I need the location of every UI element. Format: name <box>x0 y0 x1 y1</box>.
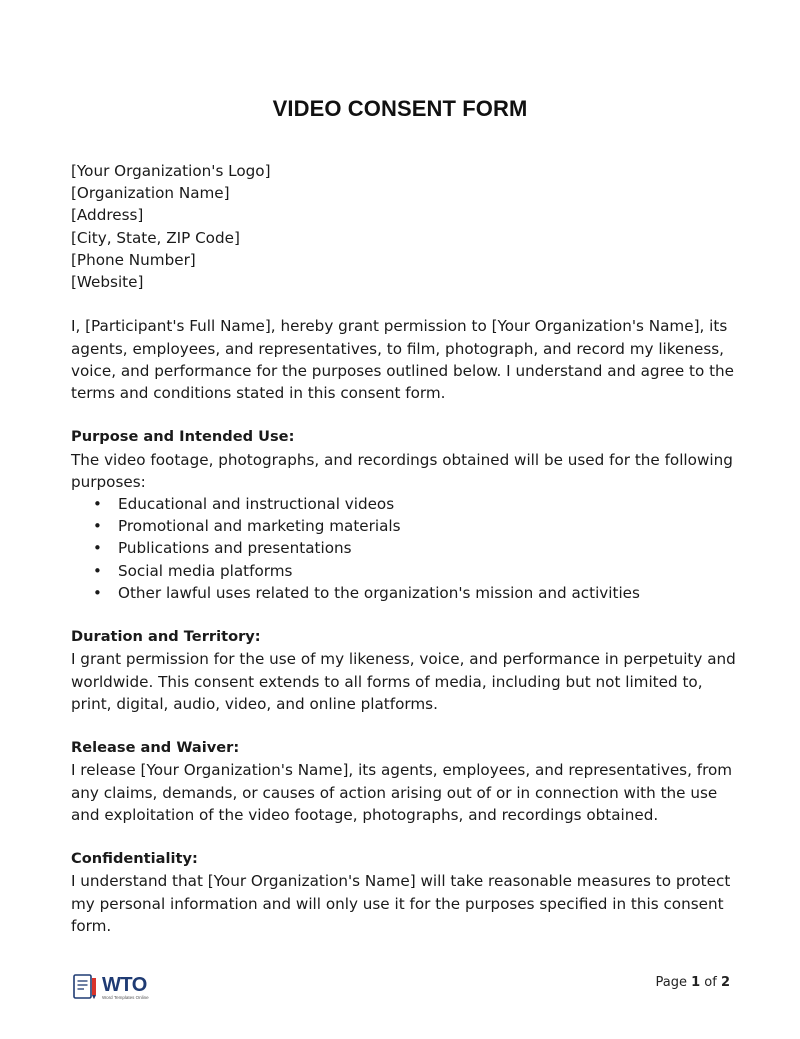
section-heading: Duration and Territory: <box>71 628 261 646</box>
bullet-icon: • <box>93 583 102 602</box>
purpose-list <box>71 493 741 604</box>
bullet-icon: • <box>93 561 102 580</box>
header-line: [City, State, ZIP Code] <box>71 228 240 247</box>
section-heading: Release and Waiver: <box>71 739 240 757</box>
header-line: [Address] <box>71 206 144 225</box>
header-line: [Your Organization's Logo] <box>71 162 271 180</box>
section-text: The video footage, photographs, and recordings obtained will be used for the following purposes: <box>71 450 733 491</box>
bullet-icon: • <box>93 495 102 514</box>
section-text: I understand that [Your Organization's Name] will take reasonable measures to protect my personal information and will only use it for the purposes specified in this consent form. <box>71 872 731 935</box>
header-line: [Organization Name] <box>71 184 230 203</box>
document-icon <box>71 972 101 1004</box>
document-title: VIDEO CONSENT FORM <box>272 96 528 121</box>
organization-header <box>71 160 741 293</box>
purpose-section <box>71 426 741 604</box>
header-line: [Website] <box>71 273 144 292</box>
logo-subtext: Word Templates Online <box>102 995 149 1000</box>
bullet-icon: • <box>93 539 102 558</box>
bullet-icon: • <box>93 517 102 536</box>
header-line: [Phone Number] <box>71 250 196 269</box>
section-heading: Confidentiality: <box>71 850 198 868</box>
section-text: I release [Your Organization's Name], its agents, employees, and representatives, from any claims, demands, or causes of action arising out of or in connection with the use and exploitation of the video footage, photographs, and recordings obtained. <box>71 761 733 824</box>
section-heading: Purpose and Intended Use: <box>71 428 295 446</box>
list-item: • Social media platforms <box>93 560 741 582</box>
list-item: • Publications and presentations <box>93 537 741 559</box>
confidentiality-section <box>71 848 741 937</box>
section-text: I grant permission for the use of my likeness, voice, and performance in perpetuity and worldwide. This consent extends to all forms of media, including but not limited to, print, digital, audio, video, and online platforms. <box>71 650 736 713</box>
duration-section <box>71 626 741 715</box>
list-item: • Promotional and marketing materials <box>93 515 741 537</box>
wto-logo <box>71 972 161 1008</box>
list-item: • Educational and instructional videos <box>93 493 741 515</box>
release-section <box>71 737 741 826</box>
page-number: Page 1 of 2 <box>655 975 730 990</box>
intro-paragraph: I, [Participant's Full Name], hereby grant permission to [Your Organization's Name], its agents, employees, and representatives, to film, photograph, and record my likeness, voice, and performance for the purposes outlined below. I understand and agree to the terms and conditions stated in this consent form. <box>71 317 734 403</box>
document-body <box>71 160 741 937</box>
list-item: • Other lawful uses related to the organization's mission and activities <box>93 582 741 604</box>
logo-text: WTO <box>102 974 147 996</box>
